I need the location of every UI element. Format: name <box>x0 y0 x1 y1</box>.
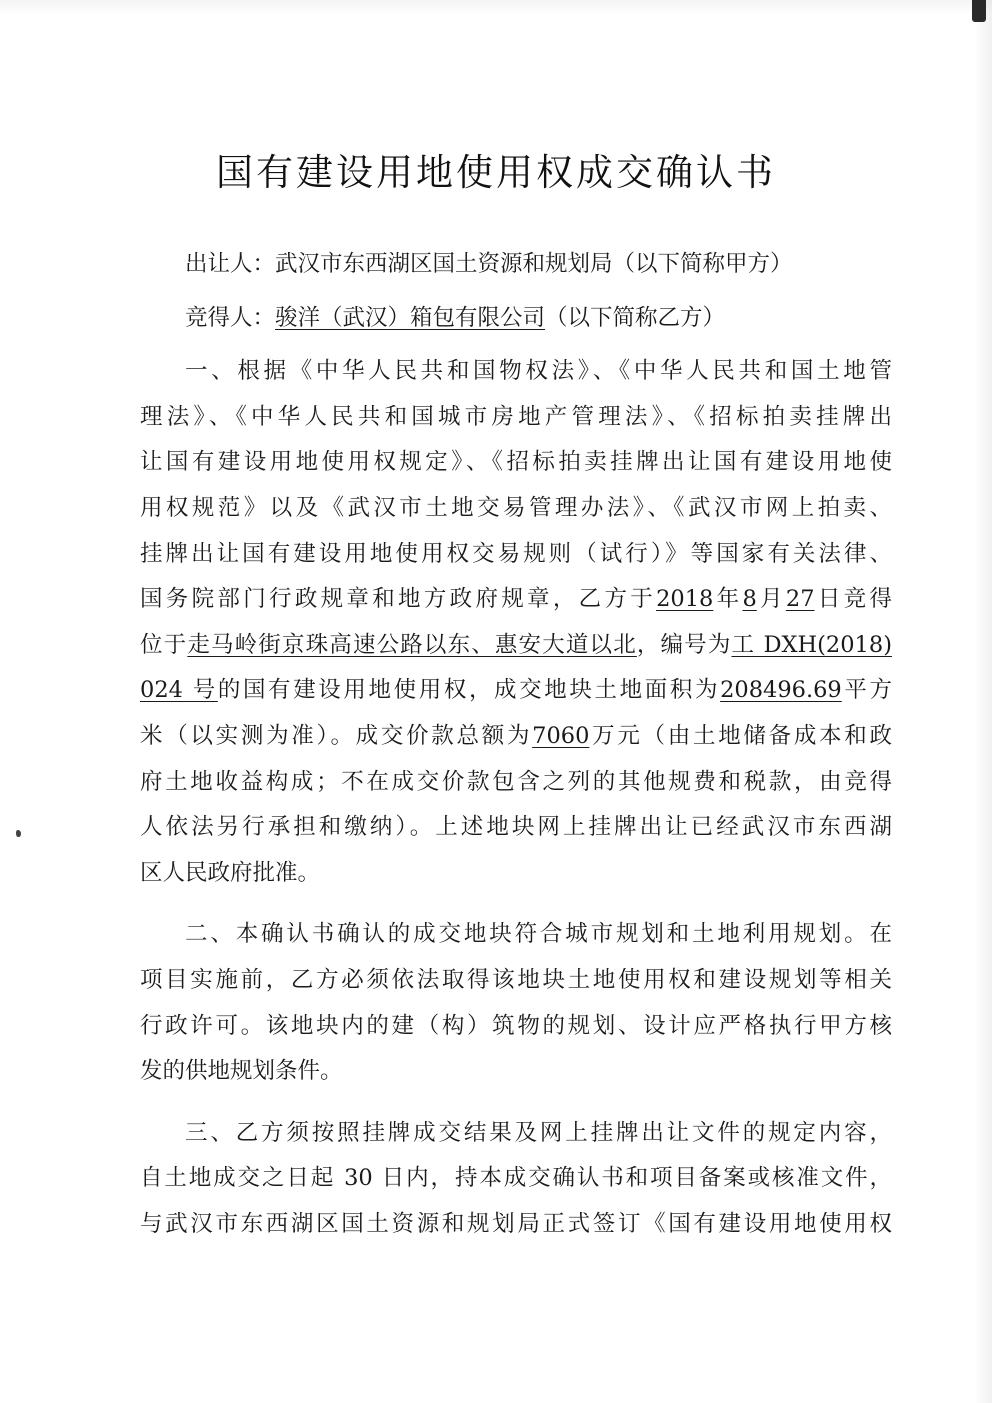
section-2-line: 项目实施前，乙方必须依法取得该地块土地使用权和建设规划等相关 <box>140 966 892 993</box>
staple-mark <box>972 0 986 22</box>
transaction-price: 7060 <box>532 722 590 749</box>
spacer <box>140 341 892 349</box>
section-1-line: 一、根据《中华人民共和国物权法》、《中华人民共和国土地管 <box>185 358 892 385</box>
section-2-line: 行政许可。该地块内的建（构）筑物的规划、设计应严格执行甲方核 <box>140 1012 892 1039</box>
section-1-line: 府土地收益构成；不在成交价款包含之列的其他规费和税款，由竞得 <box>140 768 892 795</box>
transferor-suffix: （以下简称甲方） <box>612 251 793 277</box>
price-prefix: 米（以实测为准）。成交价款总额为 <box>140 722 533 749</box>
spacer <box>140 896 892 912</box>
section-1-line: 理法》、《中华人民共和国城市房地产管理法》、《招标拍卖挂牌出 <box>140 403 892 430</box>
scan-speck <box>16 830 21 837</box>
spacer <box>140 1095 892 1111</box>
transaction-month: 8 <box>742 586 757 613</box>
section-3-line: 与武汉市东西湖区国土资源和规划局正式签订《国有建设用地使用权 <box>140 1210 892 1237</box>
section-3 <box>140 1111 892 1248</box>
section-2-line: 二、本确认书确认的成交地块符合城市规划和土地利用规划。在 <box>185 921 892 948</box>
section-3-line: 自土地成交之日起 30 日内，持本成交确认书和项目备案或核准文件， <box>140 1165 892 1192</box>
transferor-label: 出让人： <box>185 251 276 277</box>
scan-shadow-top <box>0 0 992 14</box>
location-prefix: 位于 <box>140 631 188 658</box>
parcel-area: 208496.69 <box>720 677 842 704</box>
bidder-label: 竞得人： <box>185 304 276 331</box>
section-1-area-line <box>140 668 892 714</box>
section-1-line: 挂牌出让国有建设用地使用权交易规则（试行）》等国家有关法律、 <box>140 540 892 567</box>
section-1-line: 让国有建设用地使用权规定》、《招标拍卖挂牌出让国有建设用地使 <box>140 449 892 476</box>
month-unit: 月 <box>756 586 786 613</box>
date-line-prefix: 国务院部门行政规章和地方政府规章，乙方于 <box>140 586 657 613</box>
section-1 <box>140 349 892 896</box>
document-title: 国有建设用地使用权成交确认书 <box>216 151 776 194</box>
spacer <box>140 288 892 296</box>
price-suffix: 万元（由土地储备成本和政 <box>589 722 892 749</box>
section-1-line: 区人民政府批准。 <box>140 859 321 886</box>
year-unit: 年 <box>713 586 743 613</box>
section-2 <box>140 912 892 1094</box>
document-body <box>140 242 892 1247</box>
bidder-line <box>140 296 892 342</box>
number-prefix: ，编号为 <box>636 631 732 658</box>
transaction-day: 27 <box>785 586 815 613</box>
parcel-number-part2: 024 号 <box>140 677 218 704</box>
bidder-name: 骏洋（武汉）箱包有限公司 <box>275 304 546 331</box>
scan-shadow-right <box>974 0 992 1403</box>
transferor-line <box>140 242 892 288</box>
area-unit: 平方 <box>841 677 892 704</box>
section-1-location-line <box>140 623 892 669</box>
parcel-number-part1: 工 DXH(2018) <box>731 631 892 658</box>
section-2-line: 发的供地规划条件。 <box>140 1058 343 1085</box>
area-prefix: 的国有建设用地使用权，成交地块土地面积为 <box>217 677 721 704</box>
section-1-price-line <box>140 714 892 760</box>
section-1-date-line <box>140 577 892 623</box>
parcel-location: 走马岭街京珠高速公路以东、惠安大道以北 <box>187 631 637 658</box>
section-1-line: 人依法另行承担和缴纳）。上述地块网上挂牌出让已经武汉市东西湖 <box>140 814 892 841</box>
transaction-year: 2018 <box>656 586 714 613</box>
transferor-name: 武汉市东西湖区国土资源和规划局 <box>275 251 613 277</box>
day-suffix: 日竞得 <box>814 586 892 613</box>
section-1-line: 用权规范》以及《武汉市土地交易管理办法》、《武汉市网上拍卖、 <box>140 494 892 521</box>
bidder-suffix: （以下简称乙方） <box>545 304 726 331</box>
section-3-line: 三、乙方须按照挂牌成交结果及网上挂牌出让文件的规定内容， <box>185 1119 892 1146</box>
